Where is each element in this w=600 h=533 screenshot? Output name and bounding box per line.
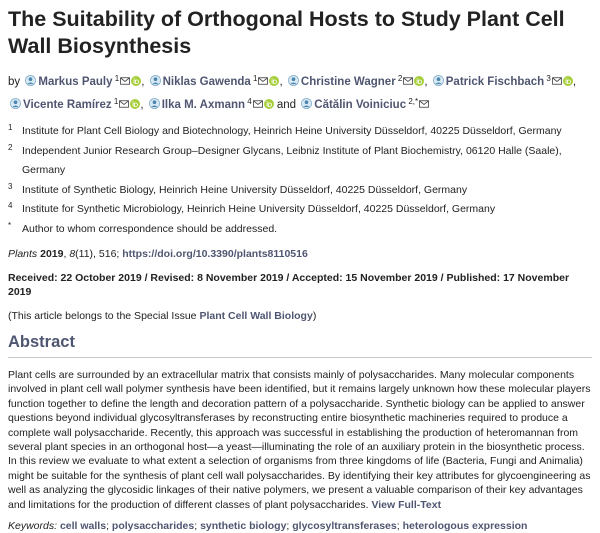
author-name-link[interactable]: Markus Pauly	[38, 76, 113, 88]
affiliation-number: 2	[8, 142, 13, 152]
author-entry	[147, 99, 296, 111]
affiliation-number: 4	[8, 201, 13, 210]
email-icon[interactable]	[403, 77, 413, 85]
author-profile-icon	[288, 75, 299, 86]
affiliation-text: Institute for Synthetic Microbiology, Heinrich Heine University Düsseldorf, 40225 Düsseldorf, Germany	[22, 203, 496, 215]
affiliation-number: 1	[8, 123, 13, 132]
special-issue-link[interactable]: Plant Cell Wall Biology	[199, 310, 313, 322]
orcid-icon[interactable]	[269, 76, 279, 86]
affiliation-number: *	[8, 220, 12, 230]
citation-issue-pages: (11), 516;	[75, 248, 120, 260]
author-affiliation-number: 4	[245, 97, 252, 106]
affiliation-text: Author to whom correspondence should be addressed.	[22, 222, 278, 235]
author-affiliation-number: 3	[544, 74, 551, 83]
affiliation-item	[8, 142, 592, 181]
affiliation-text: Institute for Plant Cell Biology and Biotechnology, Heinrich Heine University Düsseldorf, 40225 Düsseldorf, Germany	[22, 125, 562, 137]
author-entry	[8, 99, 144, 111]
email-icon[interactable]	[253, 100, 263, 108]
author-profile-icon	[149, 98, 160, 109]
keyword-link[interactable]: glycosyltransferases	[292, 520, 397, 533]
author-entry	[286, 76, 428, 88]
orcid-icon[interactable]	[131, 76, 141, 86]
author-affiliation-number: 2	[395, 74, 403, 83]
keywords-label: Keywords:	[8, 520, 58, 533]
author-name-link[interactable]: Cătălin Voiniciuc	[314, 99, 407, 111]
orcid-icon[interactable]	[563, 76, 573, 86]
affiliation-text: Institute of Synthetic Biology, Heinrich Heine University Düsseldorf, 40225 Düsseldorf, Germany	[22, 183, 468, 196]
abstract-heading: Abstract	[8, 332, 592, 358]
article-title: The Suitability of Orthogonal Hosts to Study Plant Cell Wall Biosynthesis	[8, 7, 565, 58]
email-icon[interactable]	[258, 77, 268, 85]
affiliation-item	[8, 181, 592, 201]
author-list	[8, 69, 592, 115]
author-affiliation-number: 1	[112, 74, 120, 83]
doi-link[interactable]: https://doi.org/10.3390/plants8110516	[122, 248, 308, 260]
orcid-icon[interactable]	[130, 99, 140, 109]
author-affiliation-number: 1	[250, 74, 258, 83]
special-issue-note	[8, 309, 592, 323]
author-entry	[23, 76, 144, 88]
special-issue-suffix: )	[312, 310, 317, 322]
author-separator: ,	[572, 76, 577, 88]
affiliation-item	[8, 122, 592, 142]
affiliation-number: 3	[8, 181, 13, 191]
author-profile-icon	[301, 98, 312, 109]
author-name-link[interactable]: Christine Wagner	[300, 76, 396, 88]
email-icon[interactable]	[552, 77, 562, 85]
email-icon[interactable]	[119, 100, 129, 108]
affiliation-item	[8, 220, 592, 240]
author-separator: ,	[141, 76, 145, 88]
author-entry	[148, 76, 283, 88]
keyword-link[interactable]: heterologous expression	[402, 520, 528, 533]
author-profile-icon	[433, 75, 444, 86]
author-separator: and	[273, 99, 297, 111]
keywords-row: Keywords: cell walls; polysaccharides; synthetic biology; glycosyltransferases; heterologous expression	[8, 520, 528, 533]
author-affiliation-number: 2,*	[406, 97, 419, 106]
keyword-link[interactable]: synthetic biology	[200, 520, 287, 533]
abstract-text: Plant cells are surrounded by an extracellular matrix that consists mainly of polysaccharides. Many molecular components involved in plant cell wall polymer synthesis have been identified, but it remains largely unknown how these molecular players function together to define the length and decoration pattern of a polysaccharide. Synthetic biology can be applied to answer questions beyond individual glycosyltransferases by reconstructing entire biosynthetic machineries required to produce a complete wall polysaccharide. Recently, this approach was successful in establishing the production of heteromannan from several plant species in an orthogonal host—a yeast—illuminating the role of an auxiliary protein in the biosynthetic process. In this review we evaluate to what extent a selection of organisms from three kingdoms of life (Bacteria, Fungi and Animalia) might be suitable for the synthesis of plant cell wall polysaccharides. By identifying their key attributes for glycoengineering as well as analyzing the glycosidic linkages of their native polymers, we present a valuable comparison of their key advantages and limitations for the production of different classes of plant polysaccharides.	[8, 369, 591, 511]
citation-year: 2019	[40, 248, 64, 260]
view-full-text-link[interactable]: View Full-Text	[371, 498, 442, 511]
orcid-icon[interactable]	[414, 76, 424, 86]
author-name-link[interactable]: Vicente Ramírez	[23, 99, 112, 111]
author-separator: ,	[140, 99, 144, 111]
journal-name: Plants	[8, 248, 38, 260]
author-separator: ,	[279, 76, 283, 88]
abstract-body	[8, 368, 592, 512]
author-name-link[interactable]: Patrick Fischbach	[445, 76, 545, 88]
affiliation-item	[8, 200, 592, 220]
email-icon[interactable]	[120, 77, 130, 85]
citation: Plants 2019, 8(11), 516; https://doi.org/10.3390/plants8110516	[8, 248, 308, 260]
author-entry	[299, 99, 429, 111]
keyword-link[interactable]: polysaccharides	[111, 520, 195, 533]
author-profile-icon	[150, 75, 161, 86]
author-profile-icon	[10, 98, 21, 109]
orcid-icon[interactable]	[264, 99, 274, 109]
email-icon[interactable]	[419, 100, 429, 108]
special-issue-prefix: (This article belongs to the Special Issue	[8, 310, 200, 322]
author-name-link[interactable]: Ilka M. Axmann	[161, 99, 246, 111]
author-separator: ,	[424, 76, 428, 88]
by-label: by	[8, 76, 21, 88]
affiliation-list	[8, 122, 592, 239]
author-affiliation-number: 1	[111, 97, 119, 106]
author-entry	[431, 76, 576, 88]
citation-volume: 8	[69, 248, 76, 260]
publication-dates: Received: 22 October 2019 / Revised: 8 November 2019 / Accepted: 15 November 2019 / Published: 17 November 2019	[8, 272, 570, 298]
keyword-link[interactable]: cell walls	[59, 520, 107, 533]
author-name-link[interactable]: Niklas Gawenda	[162, 76, 251, 88]
author-profile-icon	[25, 75, 36, 86]
affiliation-text: Independent Junior Research Group–Designer Glycans, Leibniz Institute of Plant Biochemistry, 06120 Halle (Saale), Germany	[22, 144, 562, 176]
